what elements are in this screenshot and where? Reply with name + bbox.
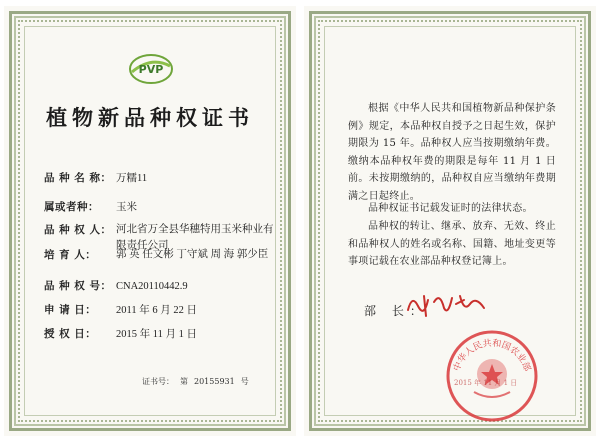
field-genus-species (44, 199, 137, 214)
field-value: 万糯11 (116, 173, 148, 184)
field-grant-date (44, 326, 197, 341)
field-breeders (44, 247, 276, 263)
field-value: 郭 英 任文彬 丁守斌 周 海 郭少臣 (116, 249, 269, 260)
page-fold (296, 0, 304, 440)
field-label: 授 权 日： (44, 328, 97, 340)
certificate-title: 植物新品种权证书 (46, 106, 254, 130)
pvp-logo-icon (126, 52, 176, 86)
field-value: 玉米 (116, 202, 137, 213)
field-label: 品 种 权 人： (44, 224, 112, 236)
minister-signature-icon (404, 290, 488, 320)
legal-paragraph-registry: 品种权的转让、继承、放弃、无效、终止和品种权人的姓名或名称、国籍、地址变更等事项记载在农业部品种权登记簿上。 (348, 221, 556, 268)
cert-number-suffix: 号 (240, 377, 249, 386)
logo-text: PVP (138, 63, 164, 76)
field-value: 河北省万全县华穗特用玉米种业有限责任公司 (116, 224, 274, 251)
field-value: 2011 年 6 月 22 日 (116, 305, 197, 316)
field-variety-name (44, 170, 147, 185)
field-label: 申 请 日： (44, 304, 97, 316)
certificate-right-page (304, 6, 596, 436)
field-value: CNA20110442.9 (116, 281, 188, 292)
cert-number-label: 证书号： (142, 377, 174, 386)
field-label: 品 种 权 号： (44, 280, 112, 292)
field-label: 培 育 人： (44, 249, 97, 261)
certificate-number (142, 376, 255, 387)
field-right-number (44, 278, 188, 293)
seal-date: 2015 年 11 月 1 日 (454, 379, 518, 387)
field-label: 属或者种： (44, 201, 99, 213)
legal-paragraph-protection: 根据《中华人民共和国植物新品种保护条例》规定，本品种权自授予之日起生效，保护期限为 15 年。品种权人应当按期缴纳年费。缴纳本品种权年费的期限是每年 11 月 1 日前。未按期缴纳的，品种权自应当缴纳年费期满之日起终止。 (348, 103, 556, 202)
field-label: 品 种 名 称： (44, 172, 112, 184)
certificate-left-page (4, 6, 296, 436)
cert-number-prefix: 第 (180, 377, 188, 386)
field-value: 2015 年 11 月 1 日 (116, 329, 197, 340)
cert-number-value: 20155931 (194, 377, 235, 386)
official-seal-icon (444, 328, 540, 424)
legal-paragraph-status: 品种权证书记载发证时的法律状态。 (368, 203, 533, 214)
field-application-date (44, 302, 197, 317)
minister-label: 部 长： (364, 304, 428, 318)
seal-text: 中华人民共和国农业部 (452, 338, 532, 373)
